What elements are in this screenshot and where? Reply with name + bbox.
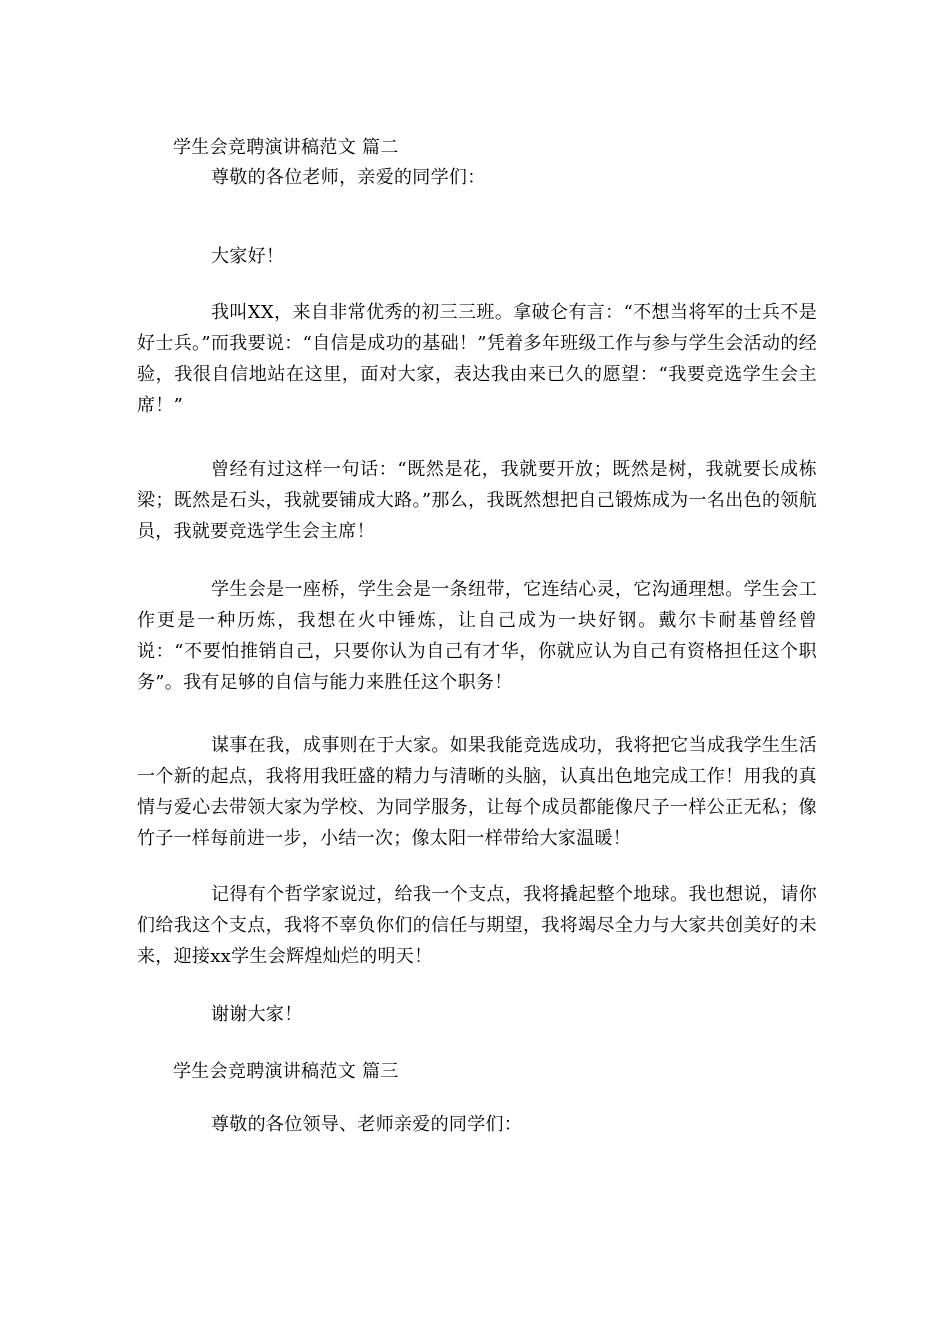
paragraph-motto: 曾经有过这样一句话：“既然是花，我就要开放；既然是树，我就要长成栋梁；既然是石头，我就要铺成大路。”那么，我既然想把自己锻炼成为一名出色的领航员，我就要竞选学生会主席！	[137, 459, 817, 542]
section-title-part-three: 学生会竞聘演讲稿范文 篇三	[173, 1061, 399, 1082]
greeting: 尊敬的各位老师，亲爱的同学们：	[211, 167, 486, 188]
paragraph-introduction: 我叫XX，来自非常优秀的初三三班。拿破仑有言：“不想当将军的士兵不是好士兵。”而我要说：“自信是成功的基础！”凭着多年班级工作与参与学生会活动的经验，我很自信地站在这里，面对大家，表达我由来已久的愿望：“我要竞选学生会主席！”	[137, 302, 817, 416]
paragraph-fulcrum: 记得有个哲学家说过，给我一个支点，我将撬起整个地球。我也想说，请你们给我这个支点，我将不辜负你们的信任与期望，我将竭尽全力与大家共创美好的未来，迎接xx学生会辉煌灿烂的明天！	[137, 884, 817, 967]
section-title-part-two: 学生会竞聘演讲稿范文 篇二	[173, 137, 399, 158]
paragraph-student-union: 学生会是一座桥，学生会是一条纽带，它连结心灵，它沟通理想。学生会工作更是一种历炼，我想在火中锤炼，让自己成为一块好钢。戴尔卡耐基曾经曾说：“不要怕推销自己，只要你认为自己有才华，你就应认为自己有资格担任这个职务”。我有足够的自信与能力来胜任这个职务！	[137, 579, 817, 693]
paragraph-commitment: 谋事在我，成事则在于大家。如果我能竞选成功，我将把它当成我学生生活一个新的起点，我将用我旺盛的精力与清晰的头脑，认真出色地完成工作！用我的真情与爱心去带领大家为学校、为同学服务，让每个成员都能像尺子一样公正无私；像竹子一样每前进一步，小结一次；像太阳一样带给大家温暖！	[137, 735, 817, 849]
closing-thanks: 谢谢大家！	[211, 1004, 303, 1025]
hello-line: 大家好！	[211, 246, 285, 267]
greeting-part-three: 尊敬的各位领导、老师亲爱的同学们：	[211, 1114, 523, 1135]
